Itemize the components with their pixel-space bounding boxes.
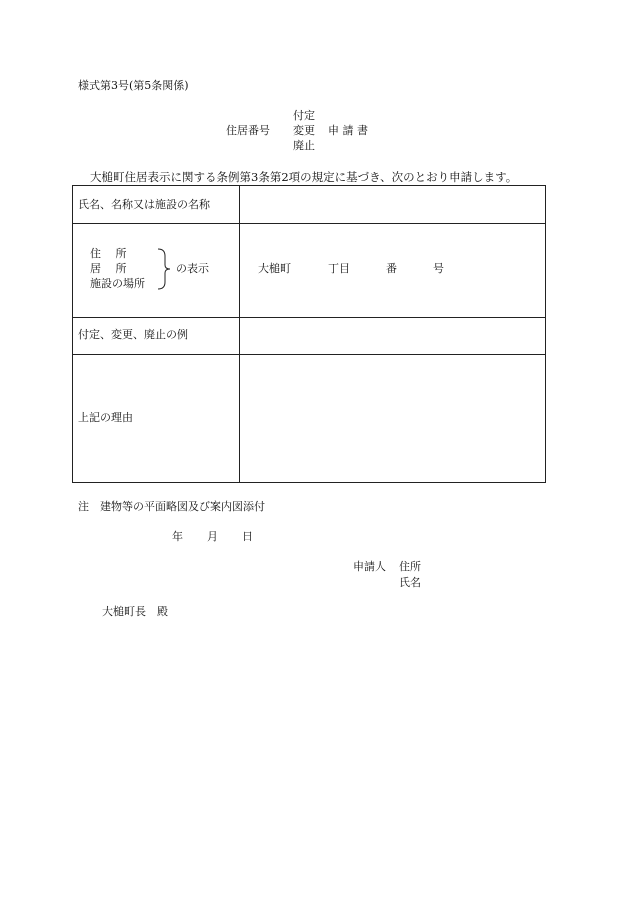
reason-field[interactable] <box>241 355 544 481</box>
ban-label: 番 <box>386 262 397 275</box>
name-field[interactable] <box>241 187 544 221</box>
brace-icon <box>156 248 172 290</box>
addressee: 大槌町長 殿 <box>102 605 168 618</box>
facility-location-label: 施設の場所 <box>90 277 145 290</box>
applicant-label: 申請人 <box>353 560 386 573</box>
title-option-abolish: 廃止 <box>293 139 315 152</box>
intro-text: 大槌町住居表示に関する条例第3条第2項の規定に基づき、次のとおり申請します。 <box>90 170 518 184</box>
name-label: 氏名、名称又は施設の名称 <box>78 198 210 211</box>
applicant-address-label: 住所 <box>399 560 421 573</box>
example-field[interactable] <box>241 318 544 352</box>
form-number: 様式第3号(第5条関係) <box>78 79 189 92</box>
date-day: 日 <box>242 530 253 543</box>
address-label: 住 所 <box>90 247 127 260</box>
display-label: の表示 <box>176 262 209 275</box>
title-prefix: 住居番号 <box>226 124 270 137</box>
title-option-change: 変更 <box>293 124 315 137</box>
title-suffix: 申 請 書 <box>328 124 368 137</box>
residence-label: 居 所 <box>90 262 127 275</box>
chome-label: 丁目 <box>328 262 350 275</box>
applicant-name-label: 氏名 <box>399 576 421 589</box>
date-month: 月 <box>207 530 218 543</box>
go-label: 号 <box>433 262 444 275</box>
note: 注 建物等の平面略図及び案内図添付 <box>78 500 265 513</box>
example-label: 付定、変更、廃止の例 <box>78 328 188 341</box>
reason-label: 上記の理由 <box>78 411 133 424</box>
town-name: 大槌町 <box>258 262 291 275</box>
date-year: 年 <box>172 530 183 543</box>
title-option-assign: 付定 <box>293 109 315 122</box>
